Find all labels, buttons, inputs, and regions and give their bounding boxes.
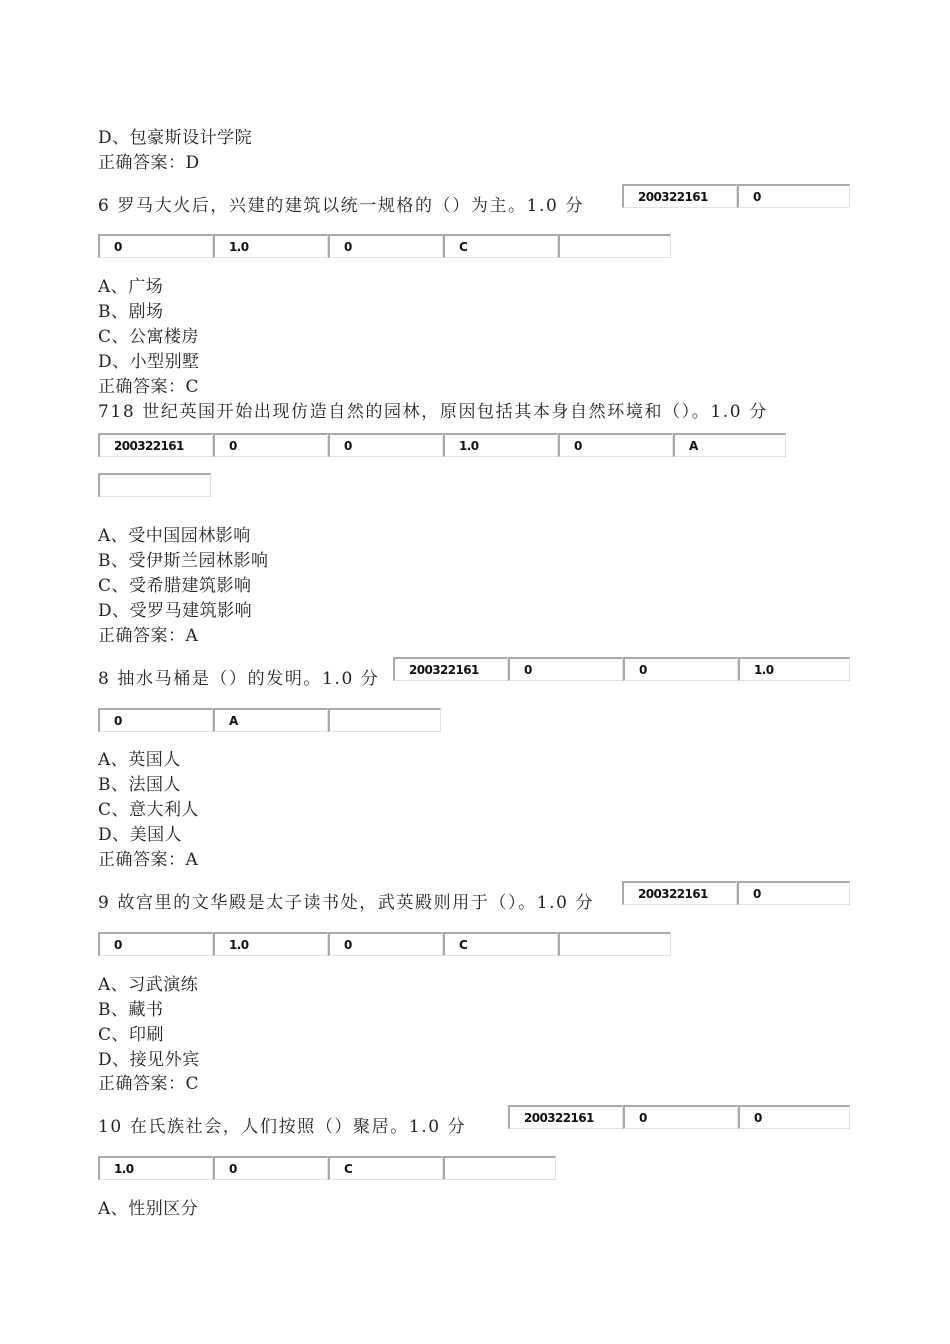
answer-field[interactable]: 0 xyxy=(213,433,328,457)
option-b: B、受伊斯兰园林影响 xyxy=(98,551,269,571)
answer-field[interactable]: C xyxy=(443,234,558,258)
option-b: B、藏书 xyxy=(98,1000,164,1020)
option-a: A、习武演练 xyxy=(98,975,199,995)
answer-field[interactable]: 0 xyxy=(328,234,443,258)
answer-field[interactable]: 0 xyxy=(558,433,673,457)
question-title: 10 在氏族社会，人们按照（）聚居。1.0 分 xyxy=(98,1117,467,1137)
answer-field[interactable]: 0 xyxy=(328,932,443,956)
answer-field[interactable] xyxy=(558,932,671,956)
answer-field[interactable] xyxy=(443,1156,556,1180)
answer-field[interactable]: 200322161 xyxy=(393,657,508,681)
question-title: 6 罗马大火后，兴建的建筑以统一规格的（）为主。1.0 分 xyxy=(98,196,585,216)
option-d: D、受罗马建筑影响 xyxy=(98,601,253,621)
answer-field[interactable]: 0 xyxy=(737,184,850,208)
option-a: A、英国人 xyxy=(98,750,181,770)
correct-answer: 正确答案：D xyxy=(98,153,200,173)
question-title: 8 抽水马桶是（）的发明。1.0 分 xyxy=(98,669,380,689)
answer-field[interactable]: 0 xyxy=(328,433,443,457)
answer-field[interactable] xyxy=(558,234,671,258)
question-title: 718 世纪英国开始出现仿造自然的园林，原因包括其本身自然环境和（）。1.0 分 xyxy=(98,402,768,422)
option-a: A、性别区分 xyxy=(98,1199,199,1219)
answer-field[interactable]: 0 xyxy=(213,1156,328,1180)
option-a: A、广场 xyxy=(98,277,164,297)
answer-field[interactable]: C xyxy=(328,1156,443,1180)
correct-answer: 正确答案：A xyxy=(98,626,199,646)
answer-field[interactable]: 0 xyxy=(98,932,213,956)
answer-field[interactable] xyxy=(328,708,441,732)
answer-field[interactable]: 1.0 xyxy=(213,234,328,258)
option-line: D、包豪斯设计学院 xyxy=(98,128,253,148)
option-b: B、剧场 xyxy=(98,302,164,322)
answer-field[interactable]: A xyxy=(673,433,786,457)
answer-field[interactable]: 0 xyxy=(737,881,850,905)
option-c: C、公寓楼房 xyxy=(98,327,200,347)
answer-field[interactable]: 1.0 xyxy=(98,1156,213,1180)
answer-field[interactable]: 200322161 xyxy=(98,433,213,457)
option-c: C、受希腊建筑影响 xyxy=(98,576,252,596)
correct-answer: 正确答案：A xyxy=(98,850,199,870)
answer-field[interactable] xyxy=(98,473,211,497)
answer-field[interactable]: 1.0 xyxy=(738,657,850,681)
correct-answer: 正确答案：C xyxy=(98,1074,200,1094)
option-a: A、受中国园林影响 xyxy=(98,526,251,546)
answer-field[interactable]: A xyxy=(213,708,328,732)
answer-field[interactable]: 1.0 xyxy=(443,433,558,457)
answer-field[interactable]: 0 xyxy=(738,1105,850,1129)
option-c: C、意大利人 xyxy=(98,800,200,820)
answer-field[interactable]: C xyxy=(443,932,558,956)
answer-field[interactable]: 0 xyxy=(98,708,213,732)
answer-field[interactable]: 0 xyxy=(508,657,623,681)
answer-field[interactable]: 1.0 xyxy=(213,932,328,956)
question-title: 9 故宫里的文华殿是太子读书处，武英殿则用于（）。1.0 分 xyxy=(98,893,595,913)
answer-field[interactable]: 0 xyxy=(98,234,213,258)
option-d: D、美国人 xyxy=(98,825,183,845)
option-c: C、印刷 xyxy=(98,1025,165,1045)
answer-field[interactable]: 200322161 xyxy=(508,1105,623,1129)
answer-field[interactable]: 200322161 xyxy=(622,184,737,208)
option-b: B、法国人 xyxy=(98,775,181,795)
option-d: D、接见外宾 xyxy=(98,1050,200,1070)
answer-field[interactable]: 200322161 xyxy=(622,881,737,905)
correct-answer: 正确答案：C xyxy=(98,377,200,397)
option-d: D、小型别墅 xyxy=(98,352,200,372)
answer-field[interactable]: 0 xyxy=(623,1105,738,1129)
answer-field[interactable]: 0 xyxy=(623,657,738,681)
